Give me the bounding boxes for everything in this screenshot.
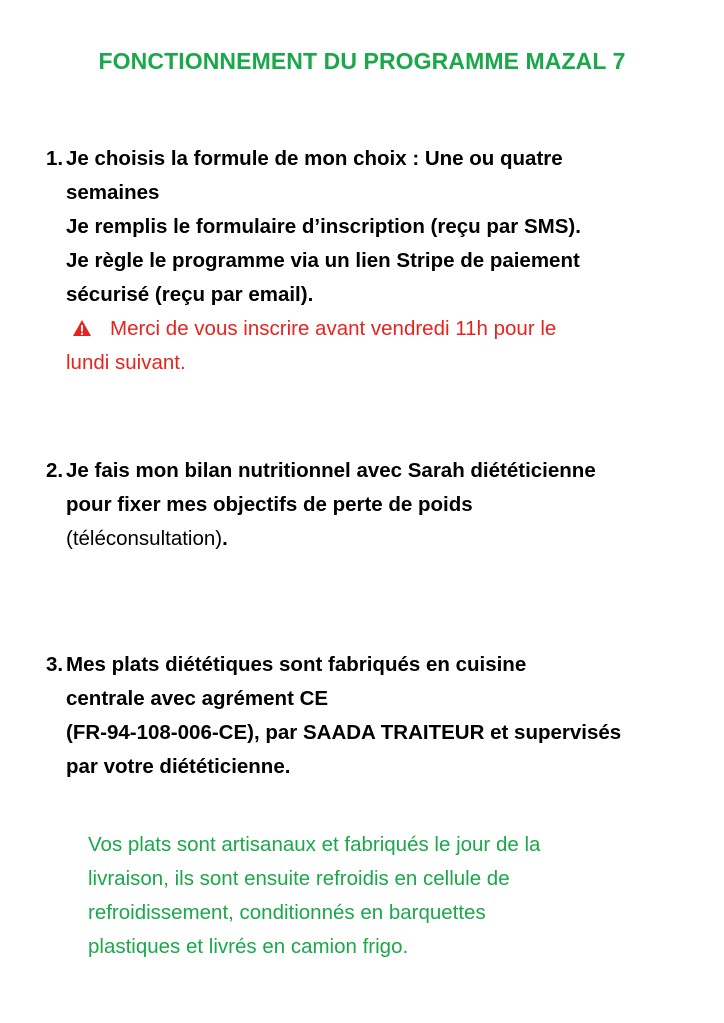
step-2: [46, 454, 696, 556]
step-line: Je choisis la formule de mon choix : Une ou quatre: [66, 147, 563, 170]
step-line: Je remplis le formulaire d’inscription (reçu par SMS).: [66, 215, 581, 238]
warning-text-line-1: Merci de vous inscrire avant vendredi 11h pour le: [110, 317, 557, 340]
step-line: centrale avec agrément CE: [66, 687, 329, 710]
step-line: Mes plats diététiques sont fabriqués en cuisine: [66, 653, 527, 676]
step-line: (FR-94-108-006-CE), par SAADA TRAITEUR et supervisés: [66, 721, 622, 744]
step-line: pour fixer mes objectifs de perte de poids: [66, 493, 473, 516]
note-line: refroidissement, conditionnés en barquettes: [88, 901, 486, 924]
teleconsultation-text: (téléconsultation): [66, 527, 223, 550]
step-3: [46, 648, 696, 784]
note-line: Vos plats sont artisanaux et fabriqués le jour de la: [88, 833, 541, 856]
step-number: 3.: [46, 653, 64, 676]
step-line: [66, 522, 696, 556]
step-1: [46, 142, 696, 380]
step-number: 2.: [46, 459, 64, 482]
period: .: [222, 527, 228, 550]
warning-text-line-2: lundi suivant.: [66, 351, 186, 374]
page-title: FONCTIONNEMENT DU PROGRAMME MAZAL 7: [98, 48, 626, 74]
step-line: Je fais mon bilan nutritionnel avec Sarah diététicienne: [66, 459, 596, 482]
note-line: livraison, ils sont ensuite refroidis en cellule de: [88, 867, 510, 890]
step-line: Je règle le programme via un lien Stripe de paiement: [66, 249, 580, 272]
note-line: plastiques et livrés en camion frigo.: [88, 935, 409, 958]
warning-triangle-icon: [72, 319, 92, 337]
delivery-note: [88, 828, 688, 964]
step-line: sécurisé (reçu par email).: [66, 283, 314, 306]
step-line: semaines: [66, 181, 160, 204]
step-number: 1.: [46, 147, 64, 170]
warning-message: [66, 312, 696, 346]
step-line: par votre diététicienne.: [66, 755, 291, 778]
